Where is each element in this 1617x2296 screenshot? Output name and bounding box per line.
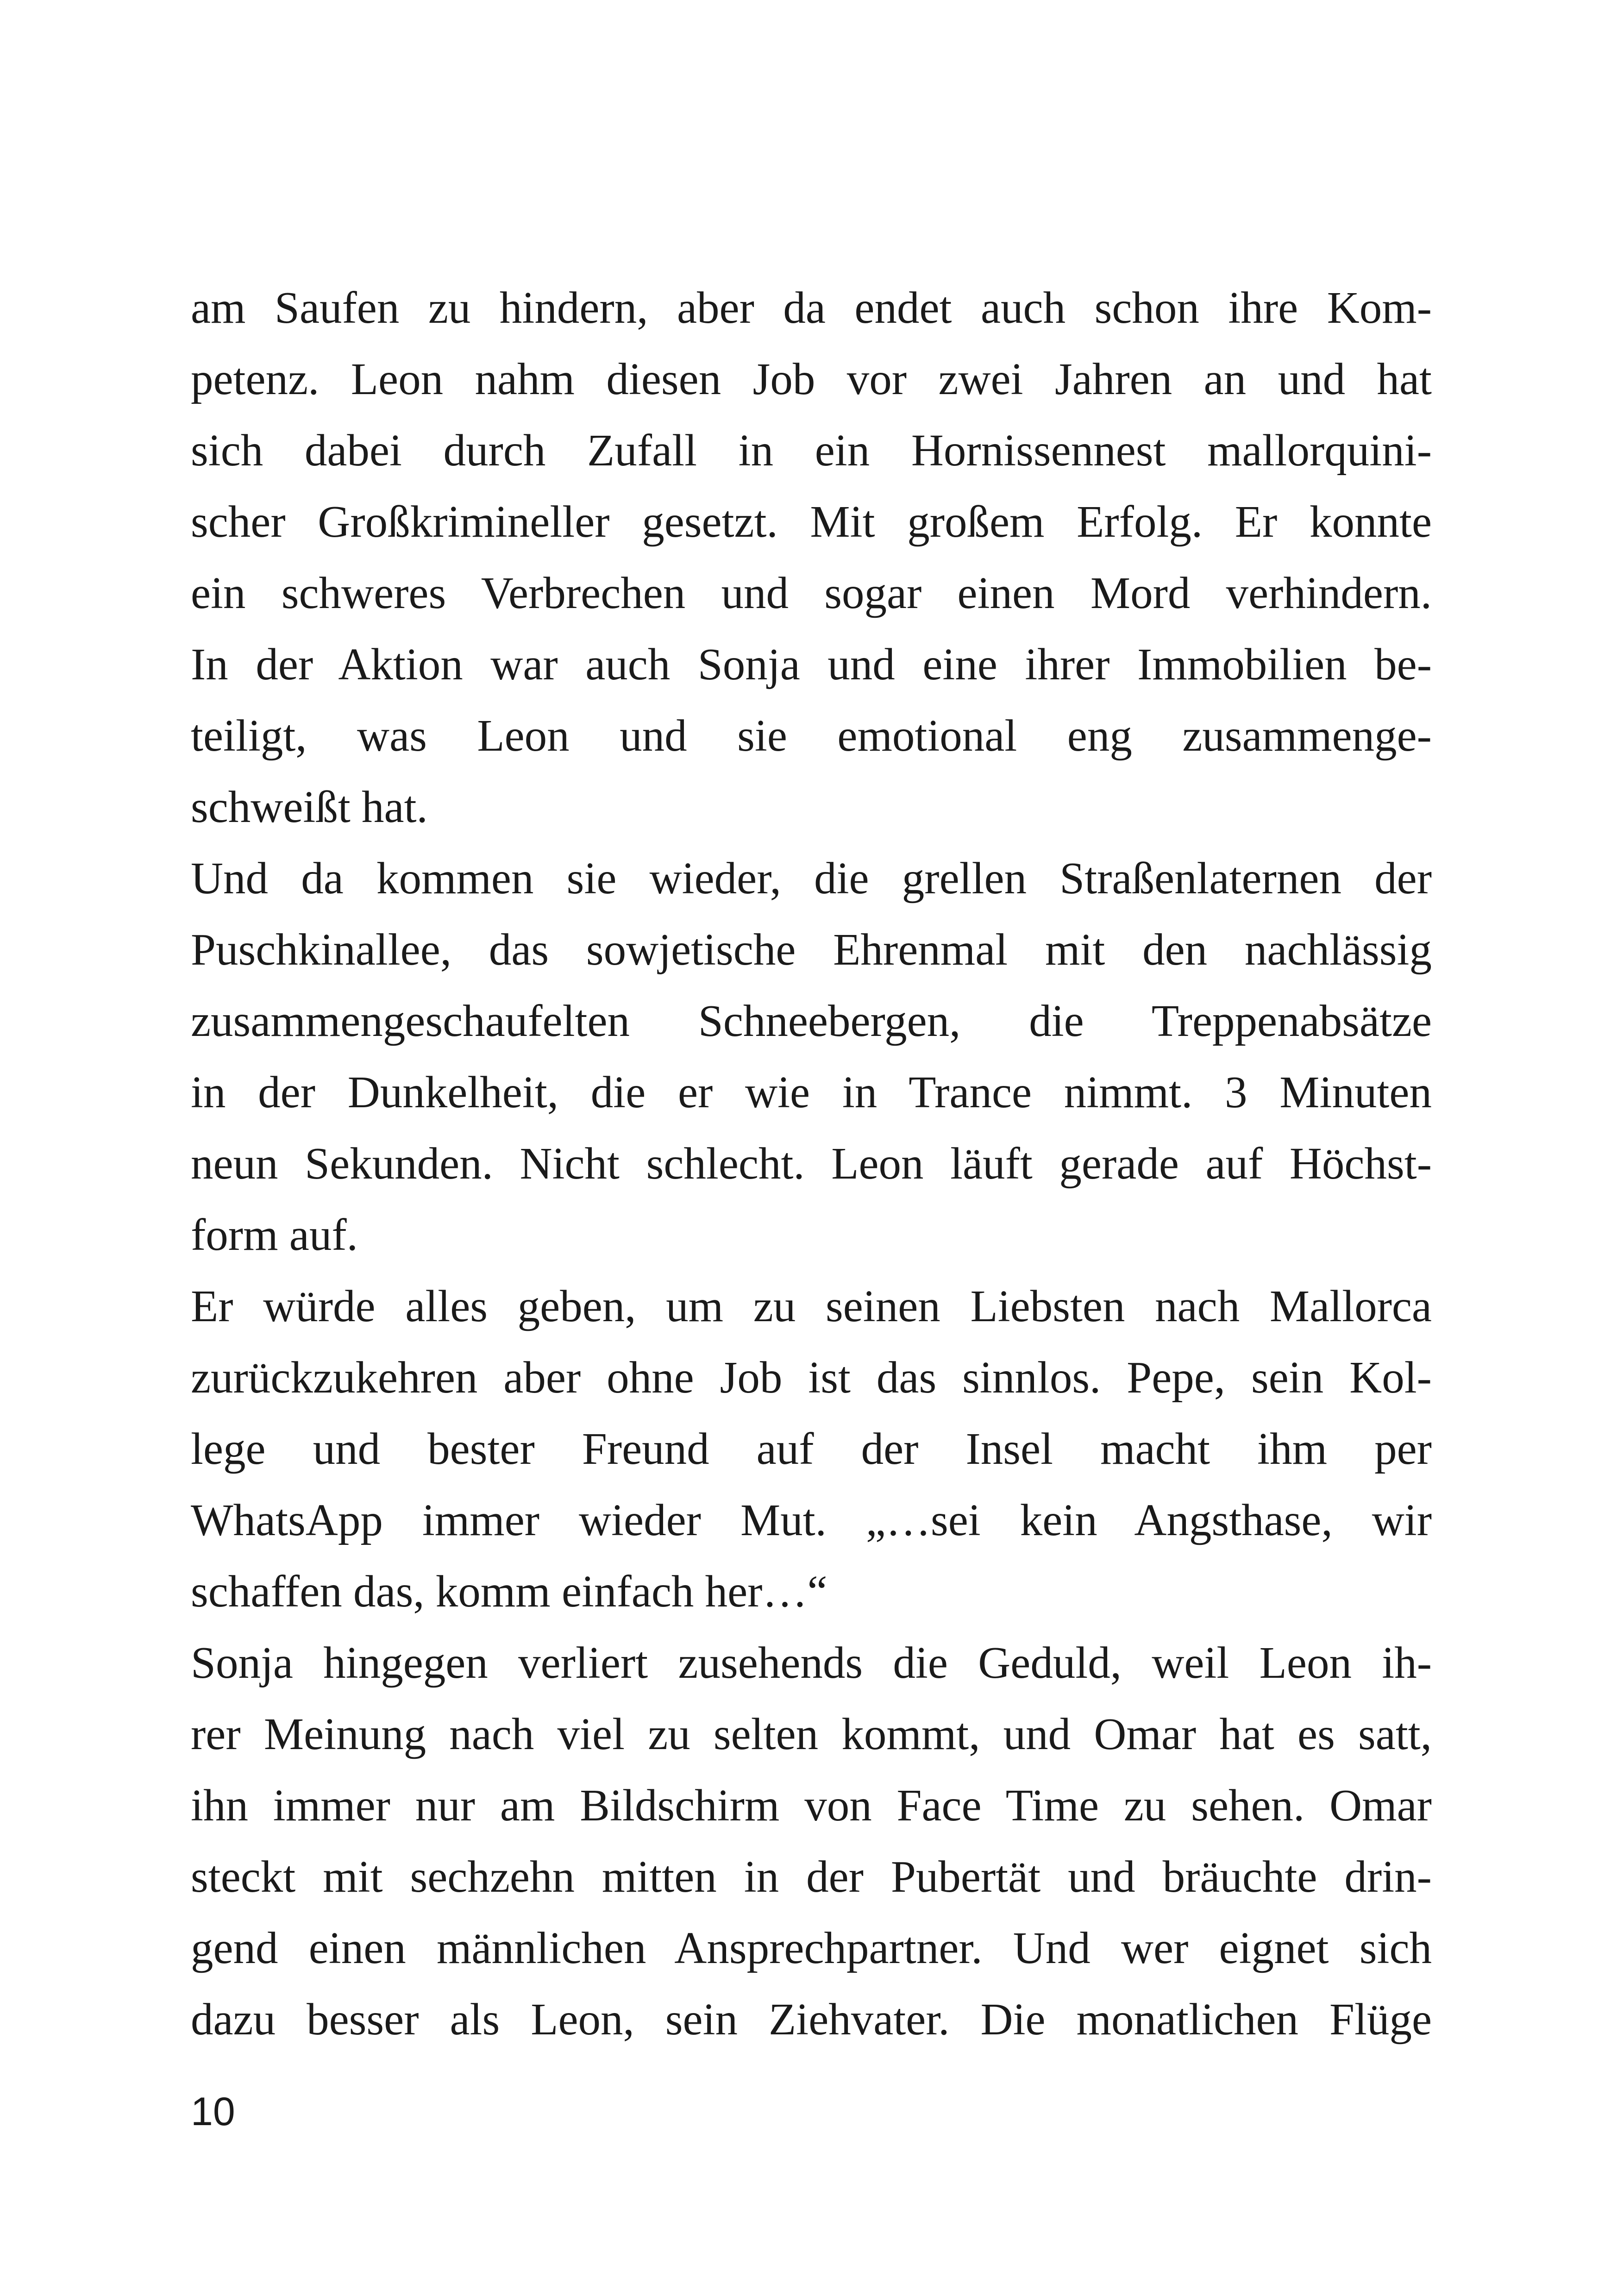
text-line: ihn immer nur am Bildschirm von Face Time zu sehen. Omar xyxy=(191,1781,1432,1830)
text-line: rer Meinung nach viel zu selten kommt, und Omar hat es satt, xyxy=(191,1709,1432,1759)
text-line: dazu besser als Leon, sein Ziehvater. Die monatlichen Flüge xyxy=(191,1995,1432,2044)
text-line: zusammengeschaufelten Schneebergen, die Treppenabsätze xyxy=(191,996,1432,1046)
text-line: gend einen männlichen Ansprechpartner. Und wer eignet sich xyxy=(191,1923,1432,1973)
text-line: Puschkinallee, das sowjetische Ehrenmal mit den nachlässig xyxy=(191,925,1432,974)
text-line: steckt mit sechzehn mitten in der Pubertät und bräuchte drin- xyxy=(191,1852,1432,1901)
text-line: in der Dunkelheit, die er wie in Trance nimmt. 3 Minuten xyxy=(191,1067,1432,1117)
text-line: Sonja hingegen verliert zusehends die Geduld, weil Leon ih- xyxy=(191,1638,1432,1687)
text-line: ein schweres Verbrechen und sogar einen Mord verhindern. xyxy=(191,568,1432,618)
text-line: In der Aktion war auch Sonja und eine ihrer Immobilien be- xyxy=(191,640,1432,689)
text-line: Er würde alles geben, um zu seinen Liebsten nach Mallorca xyxy=(191,1281,1432,1331)
text-line: schweißt hat. xyxy=(191,782,428,832)
text-line: sich dabei durch Zufall in ein Hornissennest mallorquini- xyxy=(191,426,1432,475)
text-line: am Saufen zu hindern, aber da endet auch schon ihre Kom- xyxy=(191,283,1432,332)
page-body xyxy=(191,272,1432,2055)
text-line: lege und bester Freund auf der Insel macht ihm per xyxy=(191,1424,1432,1474)
text-line: zurückzukehren aber ohne Job ist das sinnlos. Pepe, sein Kol- xyxy=(191,1353,1432,1402)
text-line: schaffen das, komm einfach her…“ xyxy=(191,1567,827,1616)
page-number: 10 xyxy=(191,2089,235,2134)
text-line: Und da kommen sie wieder, die grellen Straßenlaternen der xyxy=(191,853,1432,903)
text-line: scher Großkrimineller gesetzt. Mit großem Erfolg. Er konnte xyxy=(191,497,1432,546)
text-line: neun Sekunden. Nicht schlecht. Leon läuft gerade auf Höchst- xyxy=(191,1139,1432,1188)
text-line: WhatsApp immer wieder Mut. „…sei kein Angsthase, wir xyxy=(191,1495,1432,1545)
text-line: petenz. Leon nahm diesen Job vor zwei Jahren an und hat xyxy=(191,354,1432,404)
text-line: teiligt, was Leon und sie emotional eng zusammenge- xyxy=(191,711,1432,760)
text-line: form auf. xyxy=(191,1210,358,1260)
